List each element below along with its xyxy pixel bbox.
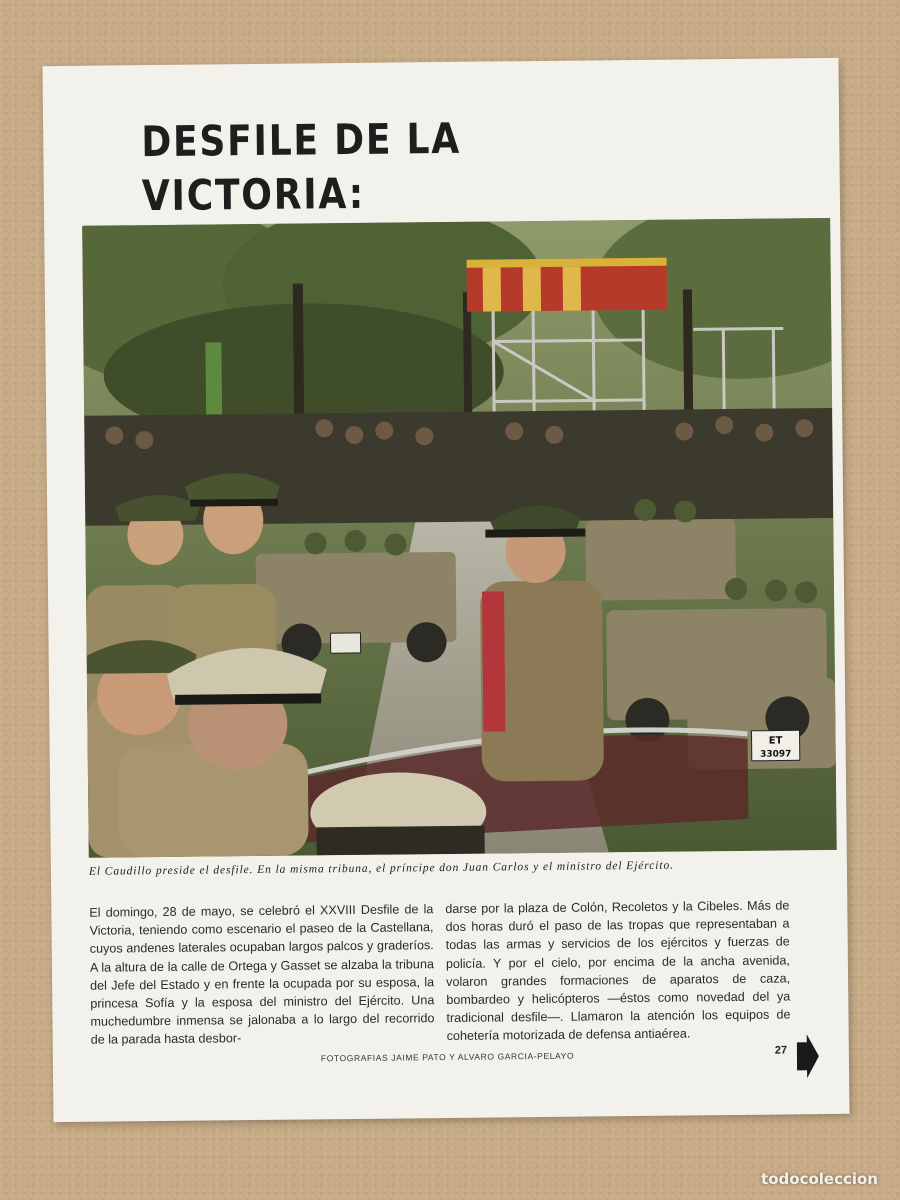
watermark: todocoleccion (761, 1170, 878, 1188)
parade-photo-illustration (82, 218, 837, 858)
article-column-1: El domingo, 28 de mayo, se celebró el XXVIII Desfile de la Victoria, teniendo como escenario el paseo de la Castellana, cuyos andenes laterales ocupaban largos palcos y graderíos. A la altura de la calle de Ortega y Gasset se alzaba la tribuna del Jefe del Estado y en frente la ocupada por su esposa, la princesa Sofía y la esposa del ministro del Ejército. Una muchedumbre inmensa se jalonaba a lo largo del recorrido de la parada hasta desbor- (89, 902, 435, 1048)
article-column-2: darse por la plaza de Colón, Recoletos y la Cibeles. Más de dos horas duró el paso de las tropas que representaban a todas las armas y servicios de los ejércitos y fuerzas de policía. Y por el cielo, por encima de la ancha avenida, volaron grandes formaciones de aparatos de caza, bombardeo y helicópteros —éstos como novedad del ya tradicional desfile—. Llamaron la atención los equipos de cohetería motorizada de defensa antiaérea. (445, 898, 791, 1044)
page-number: 27 (774, 1044, 788, 1057)
photo-credit: FOTOGRAFIAS JAIME PATO Y ALVARO GARCIA-PELAYO (320, 1050, 575, 1064)
parade-photo (82, 218, 837, 858)
headline-line-1: DESFILE DE LA VICTORIA: (141, 113, 462, 221)
continue-arrow-icon (797, 1034, 819, 1078)
vehicle-plate-line-2: 33097 (760, 749, 792, 760)
vehicle-plate-line-1: ET (768, 735, 783, 747)
magazine-page (42, 58, 849, 1122)
photo-caption: El Caudillo preside el desfile. En la misma tribuna, el príncipe don Juan Carlos y el ministro del Ejército. (88, 859, 674, 878)
